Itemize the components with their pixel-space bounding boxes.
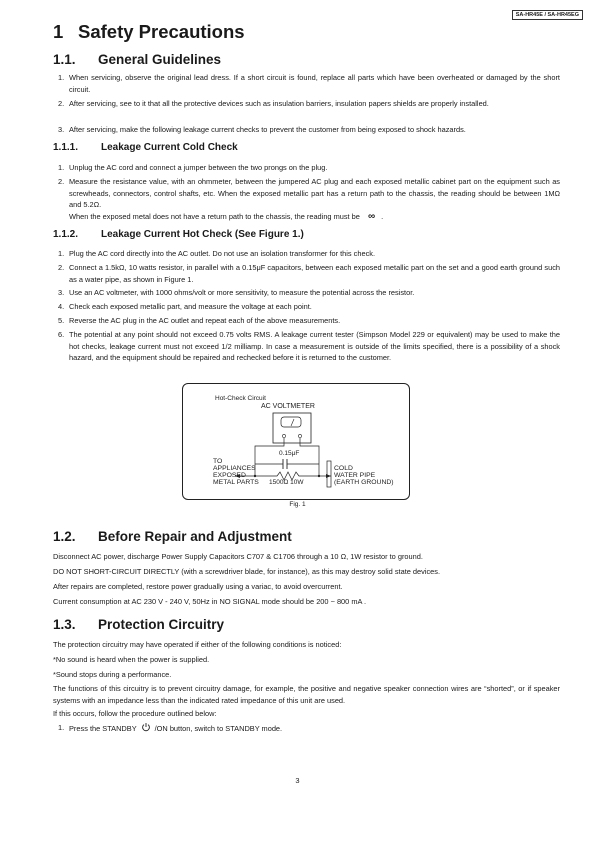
- list-item-text: Measure the resistance value, with an ohmmeter, between the jumpered AC plug and each exposed metallic cabinet part on the equipment such as screwheads, connectors, control shafts, etc. When the exposed metallic part has a return path to the chassis, the reading should be between 1MΩ and 5.2Ω.: [69, 177, 560, 210]
- paragraph: If this occurs, follow the procedure outlined below:: [53, 709, 217, 718]
- list-item: [58, 301, 560, 313]
- list-item-number: 2.: [58, 177, 65, 186]
- heading-before-repair: [53, 529, 292, 544]
- heading-text: General Guidelines: [98, 52, 222, 67]
- cold-check-note: [58, 211, 560, 223]
- list-item: [58, 287, 560, 299]
- ground-label-line: (EARTH GROUND): [334, 479, 394, 486]
- heading-number: 1.1.1.: [53, 142, 79, 153]
- appliance-label-line: METAL PARTS: [213, 479, 259, 486]
- heading-text: Leakage Current Hot Check (See Figure 1.): [101, 229, 304, 240]
- heading-cold-check: [53, 142, 238, 153]
- list-item-text: Use an AC voltmeter, with 1000 ohms/volt or more sensitivity, to measure the potential across the resistor.: [69, 288, 415, 297]
- note-end: .: [381, 212, 384, 221]
- figure-title: Hot-Check Circuit: [215, 395, 266, 402]
- list-item-number: 4.: [58, 302, 65, 311]
- appliance-label-line: APPLIANCES: [213, 465, 256, 472]
- heading-number: 1.1.2.: [53, 229, 79, 240]
- section-number: 1: [53, 21, 64, 42]
- step-text: /ON button, switch to STANDBY mode.: [154, 724, 283, 733]
- paragraph: *Sound stops during a performance.: [53, 670, 172, 679]
- list-item-text: Connect a 1.5kΩ, 10 watts resistor, in parallel with a 0.15μF capacitors, between each exposed metallic part on the set and a good earth ground such as a water pipe, as shown in Figure 1.: [69, 263, 560, 284]
- list-item-text: When servicing, observe the original lead dress. If a short circuit is found, replace all parts which have been overheated or damaged by the short circuit.: [69, 73, 560, 94]
- standby-power-icon: [141, 722, 151, 732]
- list-item: [58, 329, 560, 364]
- list-item-number: 6.: [58, 330, 65, 339]
- list-item-text: After servicing, see to it that all the protective devices such as insulation barriers, insulation papers shields are properly installed.: [69, 99, 489, 108]
- paragraph: The functions of this circuitry is to prevent circuitry damage, for example, the positive and negative speaker connection wires are “shorted”, or if speaker systems with an impedance less than the indicated rated impedance of this unit are used.: [53, 684, 560, 705]
- heading-text: Leakage Current Cold Check: [101, 142, 238, 153]
- list-item-number: 1.: [58, 163, 65, 172]
- heading-text: Before Repair and Adjustment: [98, 529, 292, 544]
- capacitor-label: 0.15μF: [279, 450, 300, 457]
- paragraph: After repairs are completed, restore power gradually using a variac, to avoid overcurrent.: [53, 582, 343, 591]
- list-item-text: Reverse the AC plug in the AC outlet and repeat each of the above measurements.: [69, 316, 341, 325]
- heading-general-guidelines: [53, 52, 221, 67]
- heading-number: 1.2.: [53, 529, 76, 544]
- section-title: [53, 21, 245, 43]
- hot-check-circuit-figure: [182, 383, 410, 500]
- voltmeter-label: AC VOLTMETER: [261, 403, 315, 410]
- page-number: 3: [295, 776, 300, 785]
- voltmeter-box: [273, 413, 311, 443]
- heading-hot-check: [53, 229, 304, 240]
- list-item-text: Check each exposed metallic part, and measure the voltage at each point.: [69, 302, 312, 311]
- list-item-number: 1.: [58, 249, 65, 258]
- figure-caption: Fig. 1: [289, 501, 306, 508]
- paragraph: DO NOT SHORT-CIRCUIT DIRECTLY (with a screwdriver blade, for instance), as this may destroy solid state devices.: [53, 567, 441, 576]
- list-item-number: 3.: [58, 288, 65, 297]
- list-item-number: 2.: [58, 263, 65, 272]
- paragraph: *No sound is heard when the power is supplied.: [53, 655, 210, 664]
- resistor-label: 1500Ω 10W: [269, 479, 304, 486]
- list-item-text: The potential at any point should not exceed 0.75 volts RMS. A leakage current tester (Simpson Model 229 or equivalent) may be used to make the hot checks, leakage current must not exceed 1/2 milliamp. In case a measurement is outside of the limits specified, there is a possibility of a shock hazard, and the equipment should be repaired and rechecked before it is returned to the customer.: [69, 330, 560, 363]
- list-item-text: Plug the AC cord directly into the AC outlet. Do not use an isolation transformer for this check.: [69, 249, 376, 258]
- list-item: [58, 262, 560, 285]
- note-text: When the exposed metal does not have a return path to the chassis, the reading must be: [69, 212, 360, 221]
- list-item: [58, 248, 560, 260]
- list-item: [58, 98, 560, 110]
- water-pipe-symbol: [327, 461, 331, 487]
- voltmeter-terminal: [282, 434, 285, 437]
- heading-number: 1.3.: [53, 617, 76, 632]
- list-item-text: Unplug the AC cord and connect a jumper between the two prongs on the plug.: [69, 163, 328, 172]
- heading-number: 1.1.: [53, 52, 76, 67]
- voltmeter-terminal: [298, 434, 301, 437]
- ground-label-line: WATER PIPE: [334, 472, 376, 479]
- appliance-label-line: TO: [213, 458, 223, 465]
- paragraph: Current consumption at AC 230 V - 240 V, 50Hz in NO SIGNAL mode should be 200 ~ 800 mA .: [53, 597, 367, 606]
- list-item-number: 1.: [58, 73, 65, 82]
- list-item: [58, 722, 560, 735]
- list-item-number: 5.: [58, 316, 65, 325]
- list-item-number: 2.: [58, 99, 65, 108]
- list-item: [58, 315, 560, 327]
- list-item-text: After servicing, make the following leakage current checks to prevent the customer from being exposed to shock hazards.: [69, 125, 466, 134]
- paragraph: The protection circuitry may have operated if either of the following conditions is noticed:: [53, 640, 342, 649]
- ground-label-line: COLD: [334, 465, 353, 472]
- list-item-number: 3.: [58, 125, 65, 134]
- step-text: Press the STANDBY: [69, 724, 137, 733]
- list-item: [58, 176, 560, 211]
- hot-check-circuit-diagram: [183, 384, 409, 499]
- infinity-symbol: ∞: [367, 211, 376, 222]
- heading-protection-circuitry: [53, 617, 224, 632]
- list-item-number: 1.: [58, 723, 65, 732]
- heading-text: Protection Circuitry: [98, 617, 225, 632]
- section-title-text: Safety Precautions: [78, 21, 245, 42]
- list-item: [58, 124, 560, 136]
- list-item: [58, 72, 560, 95]
- list-item: [58, 162, 560, 174]
- model-number-tag: SA-HR45E / SA-HR45EG: [512, 10, 583, 20]
- appliance-label-line: EXPOSED: [213, 472, 246, 479]
- paragraph: Disconnect AC power, discharge Power Supply Capacitors C707 & C1706 through a 10 Ω, 1W resistor to ground.: [53, 552, 423, 561]
